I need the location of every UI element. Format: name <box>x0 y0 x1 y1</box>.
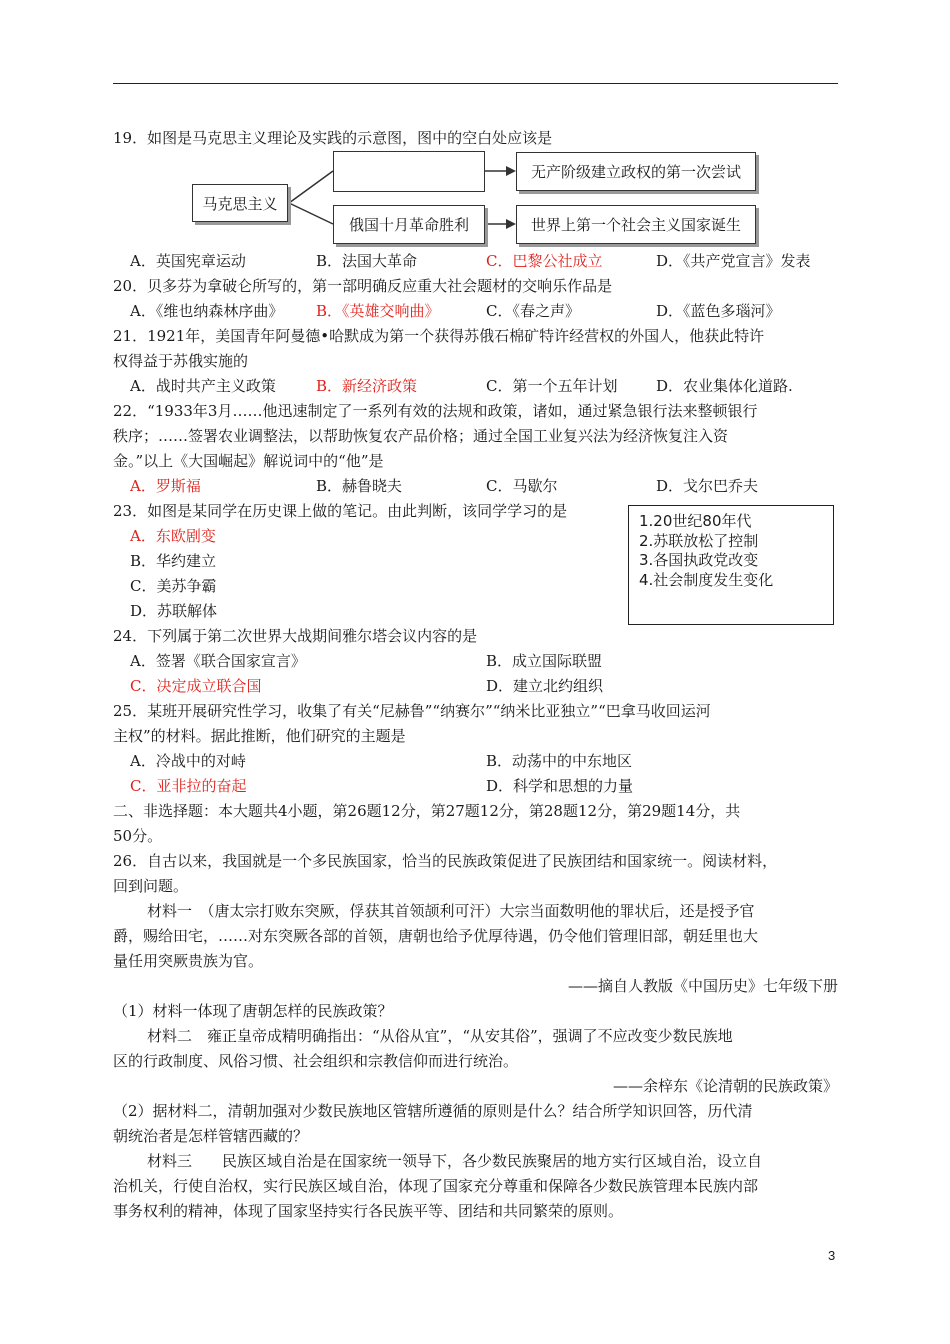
q24-stem: 24．下列属于第二次世界大战期间雅尔塔会议内容的是 <box>113 627 478 645</box>
q20-option-c: C．《春之声》 <box>486 302 580 320</box>
q25-option-a: A．冷战中的对峙 <box>130 752 246 770</box>
q26-material3-line3: 事务权利的精神，体现了国家坚持实行各民族平等、团结和共同繁荣的原则。 <box>113 1202 624 1220</box>
diagram-blank-box <box>333 151 485 192</box>
note-line: 3.各国执政党改变 <box>639 551 759 569</box>
q19-option-a: A．英国宪章运动 <box>130 252 246 270</box>
q26-material1-line1: 材料一 （唐太宗打败东突厥，俘获其首领颉利可汗）大宗当面数明他的罪状后，还是授予官 <box>147 902 755 920</box>
q24-option-a: A．签署《联合国家宣言》 <box>130 652 306 670</box>
q25-option-d: D．科学和思想的力量 <box>486 777 634 795</box>
diagram-mid-box: 俄国十月革命胜利 <box>333 205 485 244</box>
q20-stem: 20．贝多芬为拿破仑所写的，第一部明确反应重大社会题材的交响乐作品是 <box>113 277 613 295</box>
diagram-top-right-box: 无产阶级建立政权的第一次尝试 <box>516 152 756 191</box>
q26-line1: 26．自古以来，我国就是一个多民族国家，恰当的民族政策促进了民族团结和国家统一。阅读材料， <box>113 852 778 870</box>
q22-line1: 22．“1933年3月……他迅速制定了一系列有效的法规和政策，诸如，通过紧急银行法来整顿银行 <box>113 402 758 420</box>
q21-option-b: B．新经济政策 <box>316 377 418 395</box>
q25-option-b: B．动荡中的中东地区 <box>486 752 633 770</box>
q22-option-a: A．罗斯福 <box>130 477 201 495</box>
q26-sub1: （1）材料一体现了唐朝怎样的民族政策？ <box>113 1002 393 1020</box>
q22-option-b: B．赫鲁晓夫 <box>316 477 403 495</box>
q21-option-c: C．第一个五年计划 <box>486 377 618 395</box>
q24-option-c: C．决定成立联合国 <box>130 677 262 695</box>
q25-line2: 主权”的材料。据此推断，他们研究的主题是 <box>113 727 406 745</box>
q22-option-d: D．戈尔巴乔夫 <box>656 477 759 495</box>
q20-option-d: D．《蓝色多瑙河》 <box>656 302 781 320</box>
q26-material1-line3: 量任用突厥贵族为官。 <box>113 952 264 970</box>
q24-option-b: B．成立国际联盟 <box>486 652 603 670</box>
q26-material1-source: ——摘自人教版《中国历史》七年级下册 <box>567 977 838 995</box>
q26-sub2-line2: 朝统治者是怎样管辖西藏的？ <box>113 1127 309 1145</box>
note-line: 4.社会制度发生变化 <box>639 570 774 589</box>
q22-line2: 秩序；……签署农业调整法，以帮助恢复农产品价格；通过全国工业复兴法为经济恢复注入资 <box>113 427 729 445</box>
q19-stem: 19．如图是马克思主义理论及实践的示意图，图中的空白处应该是 <box>113 129 553 147</box>
q22-line3: 金。”以上《大国崛起》解说词中的“他”是 <box>113 452 384 470</box>
q23-notes-box <box>628 505 834 625</box>
q21-line1: 21．1921年，美国青年阿曼德•哈默成为第一个获得苏俄石棉矿特许经营权的外国人，他获此特许 <box>113 327 765 345</box>
page-number: 3 <box>828 1248 836 1263</box>
q26-line2: 回到问题。 <box>113 877 189 895</box>
q26-material1-line2: 爵，赐给田宅，……对东突厥各部的首领，唐朝也给予优厚待遇，仍令他们管理旧部，朝廷里也大 <box>113 927 759 945</box>
q25-line1: 25．某班开展研究性学习，收集了有关“尼赫鲁”“纳赛尔”“纳米比亚独立”“巴拿马收回运河 <box>113 702 711 720</box>
q23-option-d: D．苏联解体 <box>130 602 218 620</box>
q26-sub2-line1: （2）据材料二，清朝加强对少数民族地区管辖所遵循的原则是什么？结合所学知识回答，历代清 <box>113 1102 753 1120</box>
note-line: 2.苏联放松了控制 <box>639 531 759 550</box>
q20-option-a: A．《维也纳森林序曲》 <box>130 302 284 320</box>
header-rule <box>113 83 838 84</box>
q21-option-a: A．战时共产主义政策 <box>130 377 276 395</box>
section2-line2: 50分。 <box>113 827 163 845</box>
q20-option-b: B．《英雄交响曲》 <box>316 302 440 320</box>
q23-option-a: A．东欧剧变 <box>130 527 216 545</box>
diagram-root-box: 马克思主义 <box>192 184 288 222</box>
q21-option-d: D．农业集体化道路. <box>656 377 793 395</box>
q26-material2-source: ——余梓东《论清朝的民族政策》 <box>612 1077 838 1095</box>
note-line: 1.20世纪80年代 <box>639 512 752 530</box>
q21-line2: 权得益于苏俄实施的 <box>113 352 249 370</box>
q24-option-d: D．建立北约组织 <box>486 677 604 695</box>
q23-option-c: C．美苏争霸 <box>130 577 217 595</box>
q26-material2-line1: 材料二 雍正皇帝成精明确指出：“从俗从宜”，“从安其俗”，强调了不应改变少数民族地 <box>147 1027 733 1045</box>
q19-option-d: D．《共产党宣言》发表 <box>656 252 811 270</box>
q26-material2-line2: 区的行政制度、风俗习惯、社会组织和宗教信仰而进行统治。 <box>113 1052 519 1070</box>
q23-option-b: B．华约建立 <box>130 552 217 570</box>
q22-option-c: C．马歇尔 <box>486 477 558 495</box>
section2-line1: 二、非选择题：本大题共4小题，第26题12分，第27题12分，第28题12分，第29题14分，共 <box>113 802 741 820</box>
diagram-bottom-right-box: 世界上第一个社会主义国家诞生 <box>516 205 756 244</box>
q19-option-c: C．巴黎公社成立 <box>486 252 603 270</box>
q26-material3-line2: 治机关，行使自治权，实行民族区域自治，体现了国家充分尊重和保障各少数民族管理本民族内部 <box>113 1177 759 1195</box>
q25-option-c: C．亚非拉的奋起 <box>130 777 247 795</box>
q23-stem: 23．如图是某同学在历史课上做的笔记。由此判断，该同学学习的是 <box>113 502 568 520</box>
q26-material3-line1: 材料三 民族区域自治是在国家统一领导下，各少数民族聚居的地方实行区域自治，设立自 <box>147 1152 763 1170</box>
q19-option-b: B．法国大革命 <box>316 252 418 270</box>
